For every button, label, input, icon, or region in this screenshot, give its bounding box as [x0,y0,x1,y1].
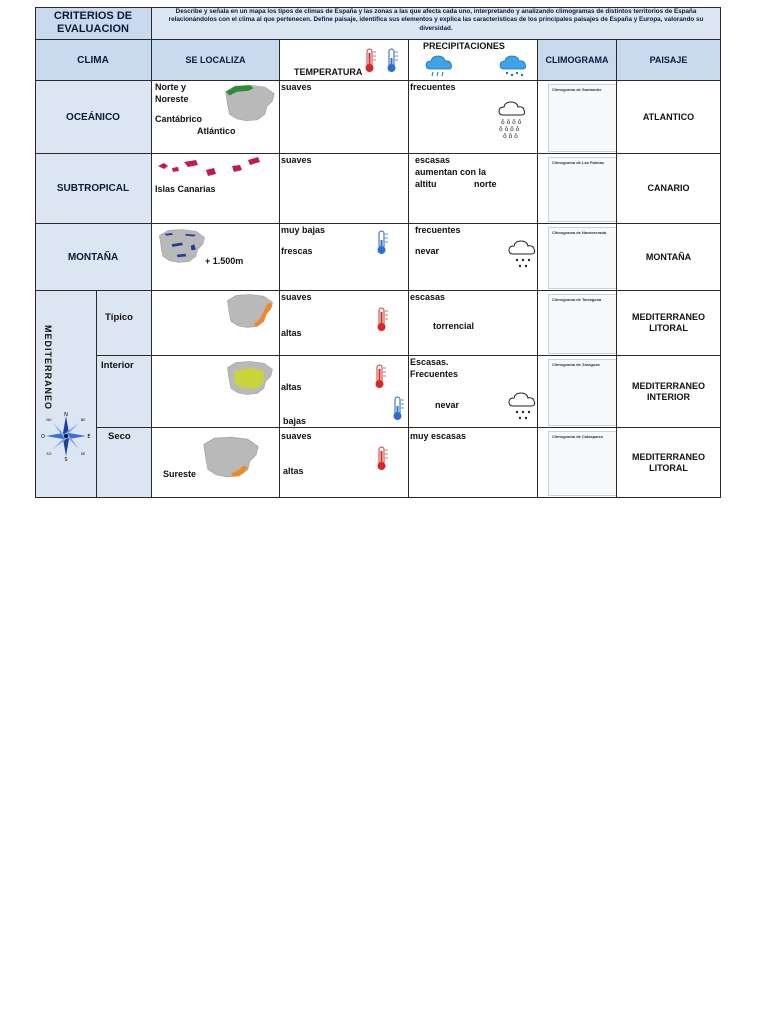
thermometer-hot-icon [376,444,390,472]
prec-tipico [409,291,538,356]
thermometer-hot-icon [374,362,388,390]
temp-seco-line1: suaves [281,431,312,441]
prec-interior [409,356,538,428]
compass-rose-icon [41,411,91,461]
loc-subtropical [152,154,280,224]
clima-montana: MONTAÑA [35,224,152,291]
col-header-paisaje: PAISAJE [617,40,721,81]
temp-montana-line2: frescas [281,246,313,256]
compass-no: NO [46,418,52,422]
col-header-se-localiza: SE LOCALIZA [152,40,280,81]
criteria-description: Describe y señala en un mapa los tipos de climas de España y las zonas a las que afecta cada uno, interpretando y analizando climogramas de distintos territorios de España relacionándolos con el clima al que pertenecen. Define paisaje, identifica sus elementos y explica las características de los principales paisajes de España y Europa, valorando su diversidad. [152,7,721,40]
sub-tipico [97,291,152,356]
climograph-oceanico [548,84,617,152]
temp-tipico [280,291,409,356]
prec-subtropical-line2: aumentan con la [415,167,487,177]
snow-cloud-icon [499,54,529,78]
compass-so: SO [46,452,52,456]
paisaje-montana: MONTAÑA [617,224,721,291]
loc-interior [152,356,280,428]
prec-subtropical-line4: norte [474,179,497,189]
climograph-seco [548,431,617,496]
prec-subtropical-line1: escasas [415,155,451,165]
temp-tipico-line1: suaves [281,292,312,302]
loc-montana-text: + 1.500m [205,256,244,266]
prec-tipico-line1: escasas [410,292,446,302]
loc-subtropical-text: Islas Canarias [155,184,216,194]
loc-seco [152,428,280,498]
col-header-temperatura-label: TEMPERATURA [294,67,363,77]
col-header-precipitaciones [409,40,538,81]
spain-map-interior [224,358,276,398]
clima-oceanico: OCEÁNICO [35,81,152,154]
loc-oceanico-line3: Cantábrico [155,114,203,124]
canary-islands-map [154,156,264,182]
paisaje-interior: MEDITERRANEO INTERIOR [617,356,721,428]
thermometer-cold-icon [392,394,406,422]
clima-mediterraneo [35,291,97,498]
chart-cell-subtropical [538,154,617,224]
compass-s: S [64,457,68,461]
rain-cloud-outline-icon [497,99,531,139]
loc-oceanico-line1: Norte y [155,82,187,92]
temp-interior-line2: bajas [283,416,307,426]
temp-subtropical [280,154,409,224]
prec-seco [409,428,538,498]
spain-map-mountain [156,226,208,266]
prec-montana-line2: nevar [415,246,440,256]
prec-oceanico [409,81,538,154]
snow-cloud-outline-icon [507,390,538,426]
spain-map-oceanic [222,82,278,124]
svg-text:ô ô ô ô: ô ô ô ô [499,126,520,133]
temp-interior-line1: altas [281,382,302,392]
paisaje-oceanico: ATLANTICO [617,81,721,154]
climograph-interior [548,359,617,426]
clima-subtropical: SUBTROPICAL [35,154,152,224]
thermometer-hot-icon [376,305,390,333]
paisaje-subtropical: CANARIO [617,154,721,224]
climate-table [35,7,721,498]
prec-oceanico-text: frecuentes [410,82,456,92]
col-header-temperatura [280,40,409,81]
chart-cell-montana [538,224,617,291]
loc-oceanico-line4: Atlántico [197,126,236,136]
compass-o: O [41,434,45,440]
sub-interior-label: Interior [101,360,134,371]
col-header-climograma: CLIMOGRAMA [538,40,617,81]
snow-cloud-outline-icon [507,238,538,272]
climograph-interior-title: Climograma de Zaragoza [552,362,600,367]
sub-seco-label: Seco [108,431,131,442]
svg-text:ô ô ô ô: ô ô ô ô [501,119,522,126]
criteria-label: CRITERIOS DE EVALUACION [35,7,152,40]
climograph-oceanico-title: Climograma de Santander [552,87,602,92]
climograph-seco-title: Climograma de Calasparra [552,434,603,439]
clima-mediterraneo-label: MEDITERRANEO [43,325,53,411]
climograph-subtropical [548,157,617,222]
prec-interior-line2: Frecuentes [410,369,459,379]
prec-montana-line1: frecuentes [415,225,461,235]
sub-seco [97,428,152,498]
prec-montana [409,224,538,291]
prec-interior-line3: nevar [435,400,460,410]
col-header-clima: CLIMA [35,40,152,81]
temp-seco [280,428,409,498]
spain-map-seco [196,434,266,480]
temp-tipico-line2: altas [281,328,302,338]
compass-ne: NE [80,418,86,422]
rain-cloud-icon [425,54,455,78]
sub-interior [97,356,152,428]
temp-oceanico-text: suaves [281,82,312,92]
climograph-montana-title: Climograma de Navacerrada [552,230,607,235]
col-header-precipitaciones-label: PRECIPITACIONES [423,41,505,51]
climograph-subtropical-title: Climograma de Las Palmas [552,160,605,165]
compass-e: E [87,434,91,440]
loc-seco-text: Sureste [163,469,197,479]
thermometer-hot-icon [364,46,378,74]
thermometer-cold-icon [376,228,390,256]
temp-subtropical-text: suaves [281,155,312,165]
paisaje-tipico: MEDITERRANEO LITORAL [617,291,721,356]
prec-interior-line1: Escasas. [410,357,449,367]
loc-oceanico-line2: Noreste [155,94,189,104]
loc-montana [152,224,280,291]
prec-tipico-line2: torrencial [433,321,475,331]
chart-cell-tipico [538,291,617,356]
prec-seco-text: muy escasas [410,431,467,441]
chart-cell-oceanico [538,81,617,154]
compass-n: N [64,412,68,418]
temp-seco-line2: altas [283,466,304,476]
climograph-montana [548,227,617,289]
paisaje-seco: MEDITERRANEO LITORAL [617,428,721,498]
climograph-tipico [548,294,617,354]
loc-tipico [152,291,280,356]
temp-interior [280,356,409,428]
chart-cell-interior [538,356,617,428]
spain-map-tipico [224,291,276,331]
thermometer-cold-icon [386,46,400,74]
temp-montana-line1: muy bajas [281,225,326,235]
loc-oceanico [152,81,280,154]
svg-text:ô ô ô: ô ô ô [503,133,518,139]
prec-subtropical-line3: altitu [415,179,437,189]
temp-oceanico [280,81,409,154]
temp-montana [280,224,409,291]
climograph-tipico-title: Climograma de Tarragona [552,297,602,302]
sub-tipico-label: Típico [105,312,133,323]
prec-subtropical [409,154,538,224]
chart-cell-seco [538,428,617,498]
compass-se: SE [80,452,86,456]
